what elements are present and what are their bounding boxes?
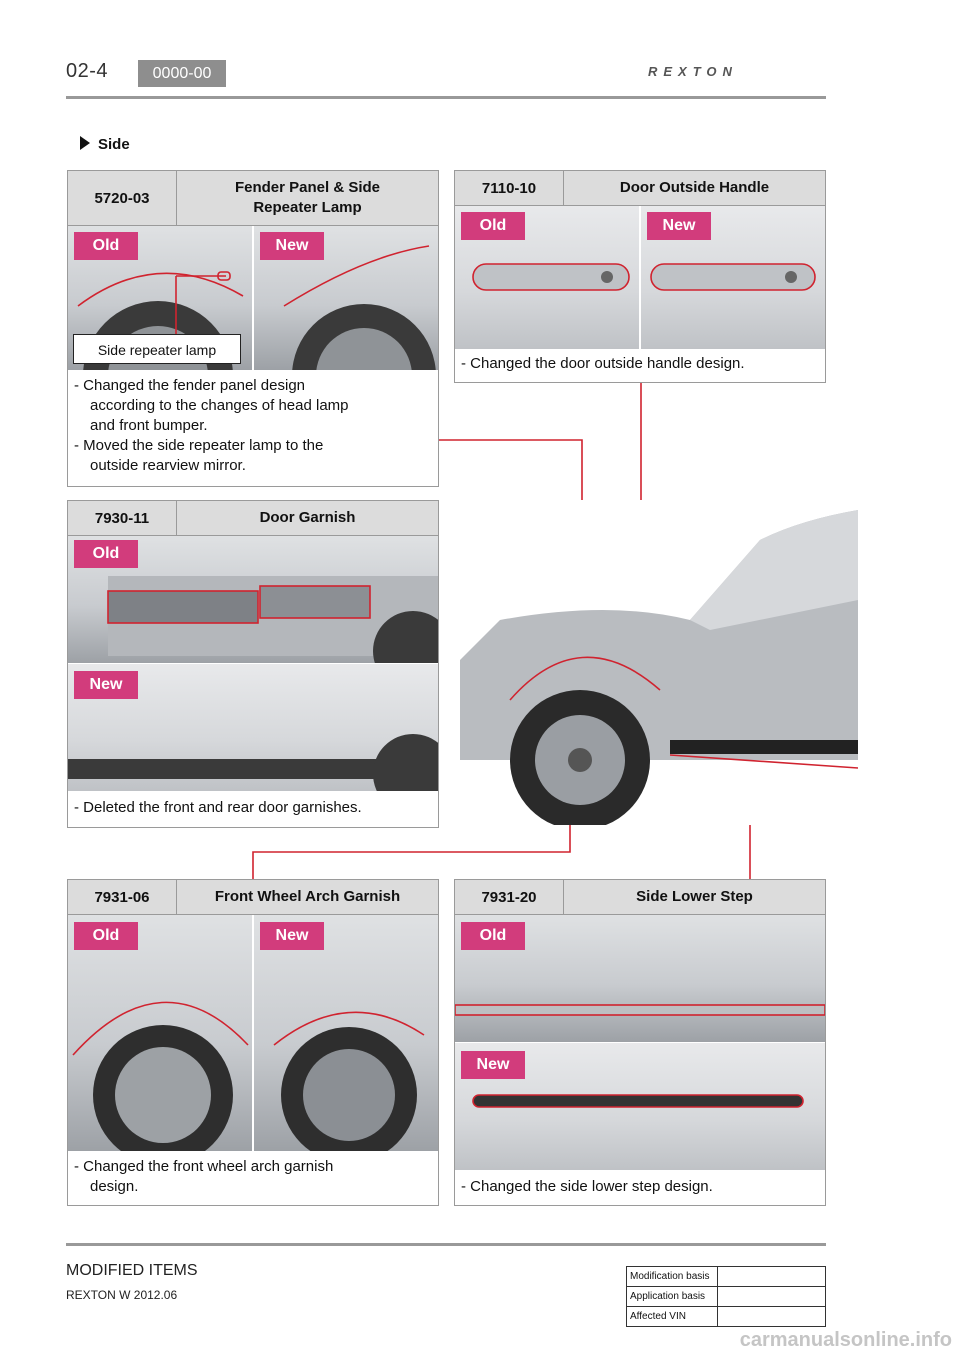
new-tag: New [260, 922, 324, 950]
old-tag: Old [74, 540, 138, 568]
desc-line: - Deleted the front and rear door garnishes. [74, 799, 362, 816]
car-side-image [460, 500, 858, 825]
panel-fender [67, 170, 439, 487]
brand-logo: REXTON [648, 64, 738, 79]
part-title: Door Outside Handle [619, 179, 770, 196]
desc-line: - Changed the fender panel design according to the changes of head lamp and front bumper. [74, 377, 353, 434]
part-code: 7931-06 [68, 880, 177, 914]
info-value [718, 1267, 826, 1287]
part-code: 7931-20 [455, 880, 564, 914]
new-tag: New [260, 232, 324, 260]
new-tag: New [461, 1051, 525, 1079]
info-row [627, 1267, 826, 1287]
info-row [627, 1307, 826, 1327]
car-illustration [460, 500, 858, 825]
handle-description [461, 354, 821, 374]
part-code: 7110-10 [455, 171, 564, 205]
footer-title: MODIFIED ITEMS [66, 1262, 198, 1279]
arch-new-image [254, 915, 438, 1151]
part-code: 5720-03 [68, 171, 177, 225]
info-label: Modification basis [627, 1267, 718, 1287]
info-row [627, 1287, 826, 1307]
desc-line: - Changed the door outside handle design. [461, 355, 745, 372]
footer-rule [66, 1243, 826, 1246]
info-value [718, 1307, 826, 1327]
panel-header [455, 880, 825, 915]
panel-header [68, 501, 438, 536]
part-title: Door Garnish [259, 509, 356, 526]
new-tag: New [647, 212, 711, 240]
part-title: Side Lower Step [636, 888, 753, 905]
section-title: Side [98, 136, 130, 153]
part-title: Fender Panel & Side Repeater Lamp [234, 179, 381, 216]
panel-lower-step [454, 879, 826, 1206]
arch-old-image [68, 915, 252, 1151]
garnish-description [74, 798, 434, 818]
panel-header [68, 171, 438, 226]
side-repeater-callout: Side repeater lamp [73, 334, 241, 364]
info-value [718, 1287, 826, 1307]
footer-subtitle: REXTON W 2012.06 [66, 1288, 178, 1302]
info-table [626, 1266, 826, 1327]
panel-door-handle [454, 170, 826, 383]
new-tag: New [74, 671, 138, 699]
panel-header [455, 171, 825, 206]
info-label: Application basis [627, 1287, 718, 1307]
desc-line: - Changed the side lower step design. [461, 1178, 713, 1195]
desc-line: - Changed the front wheel arch garnish design. [74, 1158, 338, 1195]
page-number: 02-4 [66, 60, 109, 82]
fender-description [74, 376, 374, 476]
panel-door-garnish [67, 500, 439, 828]
part-title: Front Wheel Arch Garnish [214, 888, 401, 905]
panel-header [68, 880, 438, 915]
info-label: Affected VIN [627, 1307, 718, 1327]
code-box: 0000-00 [138, 60, 226, 87]
step-description [461, 1177, 821, 1197]
old-tag: Old [74, 922, 138, 950]
watermark: carmanualsonline.info [739, 1329, 952, 1351]
old-tag: Old [461, 212, 525, 240]
arch-description [74, 1157, 374, 1197]
part-code: 7930-11 [68, 501, 177, 535]
desc-line: - Moved the side repeater lamp to the outside rearview mirror. [74, 437, 328, 474]
old-tag: Old [461, 922, 525, 950]
panel-wheel-arch [67, 879, 439, 1206]
old-tag: Old [74, 232, 138, 260]
